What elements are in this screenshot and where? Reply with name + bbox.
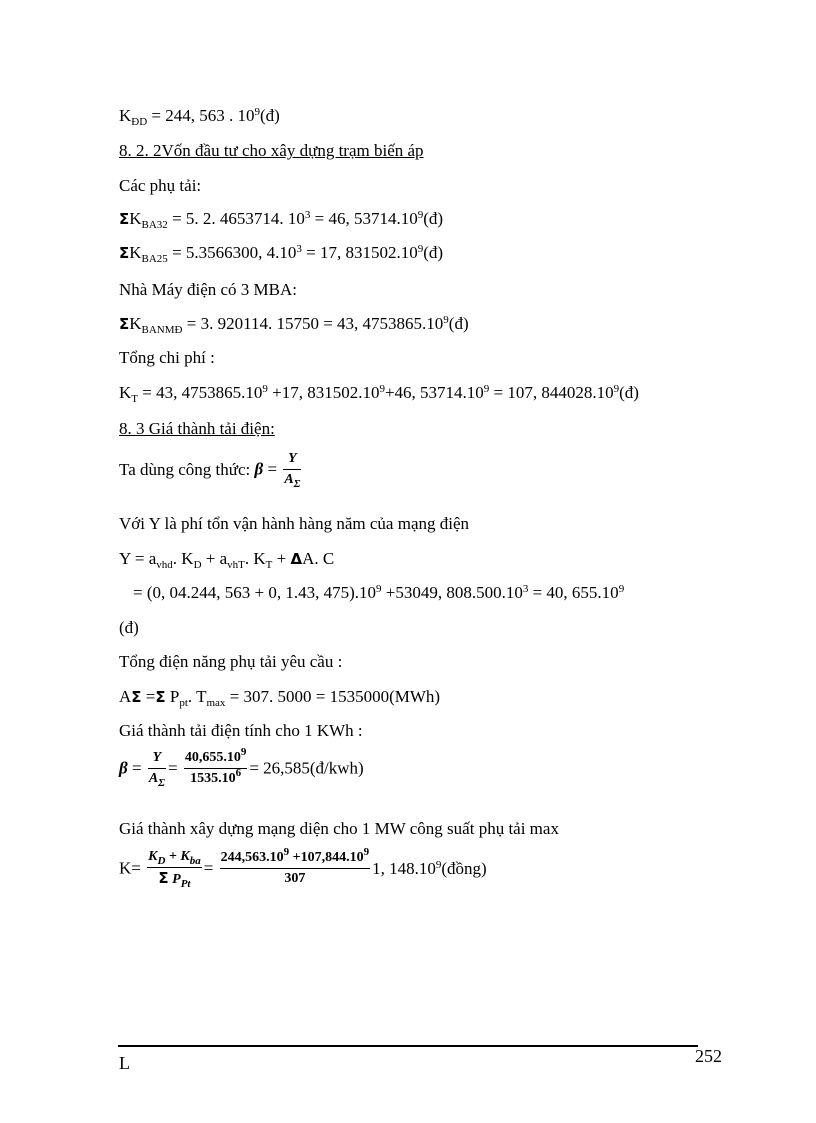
footer-left-mark: L <box>119 1053 130 1073</box>
line-kba25: $\Sigma K_{BA25} = 5.3566300$, $4.10^3 = 17$, 831502.10$^9$(đ) <box>119 243 444 265</box>
line-kbanmd: $\Sigma K_{BANMĐ} = 3$. 920114. 15750 = 43, 4753865.10$^9$(đ) <box>119 314 469 336</box>
line-a-sigma: AΣ =Σ $P_{pt}$. $T_{max} = 307$. 5000 = 1535000(MWh) <box>119 687 441 709</box>
line-tong-chi-phi: Tổng chi phí : <box>119 348 215 367</box>
line-gia-thanh-xay-dung: Giá thành xây dựng mạng diện cho 1 MW công suất phụ tải max <box>119 819 559 838</box>
line-kdd: $K_{ĐD} = 244$, 563 . $10^9(đ)$ <box>119 106 280 128</box>
page-number: 252 <box>695 1046 722 1066</box>
line-kt: $K_T = 43$, $4753865.10^9 +17$, $831502.10^9+46$, $53714.10^9 = 107$, 844028.10$^9$(đ) <box>119 383 639 405</box>
line-y-formula: $Y = a_{vhd}$. $K_D + a_{vhT}$. $K_T + \Delta A$. C <box>119 549 335 571</box>
line-voi-y: Với Y là phí tổn vận hành hàng năm của mạng điện <box>119 514 470 533</box>
heading-8-3: 8. 3 Giá thành tải điện: <box>119 419 275 438</box>
heading-8-2-2: 8. 2. 2Vốn đầu tư cho xây dựng trạm biến áp <box>119 141 424 160</box>
line-gia-thanh-1kwh: Giá thành tải điện tính cho 1 KWh : <box>119 721 363 740</box>
line-dong: (đ) <box>119 618 139 637</box>
line-nha-may: Nhà Máy điện có 3 MBA: <box>119 280 298 299</box>
footer-rule <box>118 1045 698 1047</box>
line-y-value: = (0, 04.244, 563 + 0, 1.43, $475).10^9 +53049$, $808.500.10^3 = 40$, 655.10$^9$ <box>133 583 625 602</box>
line-k-formula: K= $\frac{K_D + K_{ba}}{\Sigma P_{Pt}}$ = $\frac{244,563.10^9 +107,844.10^9}{307}$ 1, 148.10$^9$(đồng) <box>119 846 487 890</box>
line-kba32: $\Sigma K_{BA32} = 5$. 2. 4653714. $10^3 = 46$, 53714.10$^9$(đ) <box>119 209 444 231</box>
line-cac-phu-tai: Các phụ tải: <box>119 176 202 195</box>
line-beta-value: β = $\frac{Y}{A_\Sigma}$ = $\frac{40,655.10^9}{1535.10^6}$ = 26,585(đ/kwh) <box>119 746 364 789</box>
line-ta-dung-cong-thuc: Ta dùng công thức: β = $\frac{Y}{A_\Sigma}$ <box>119 451 301 490</box>
line-tong-dien-nang: Tổng điện năng phụ tải yêu cầu : <box>119 652 343 671</box>
